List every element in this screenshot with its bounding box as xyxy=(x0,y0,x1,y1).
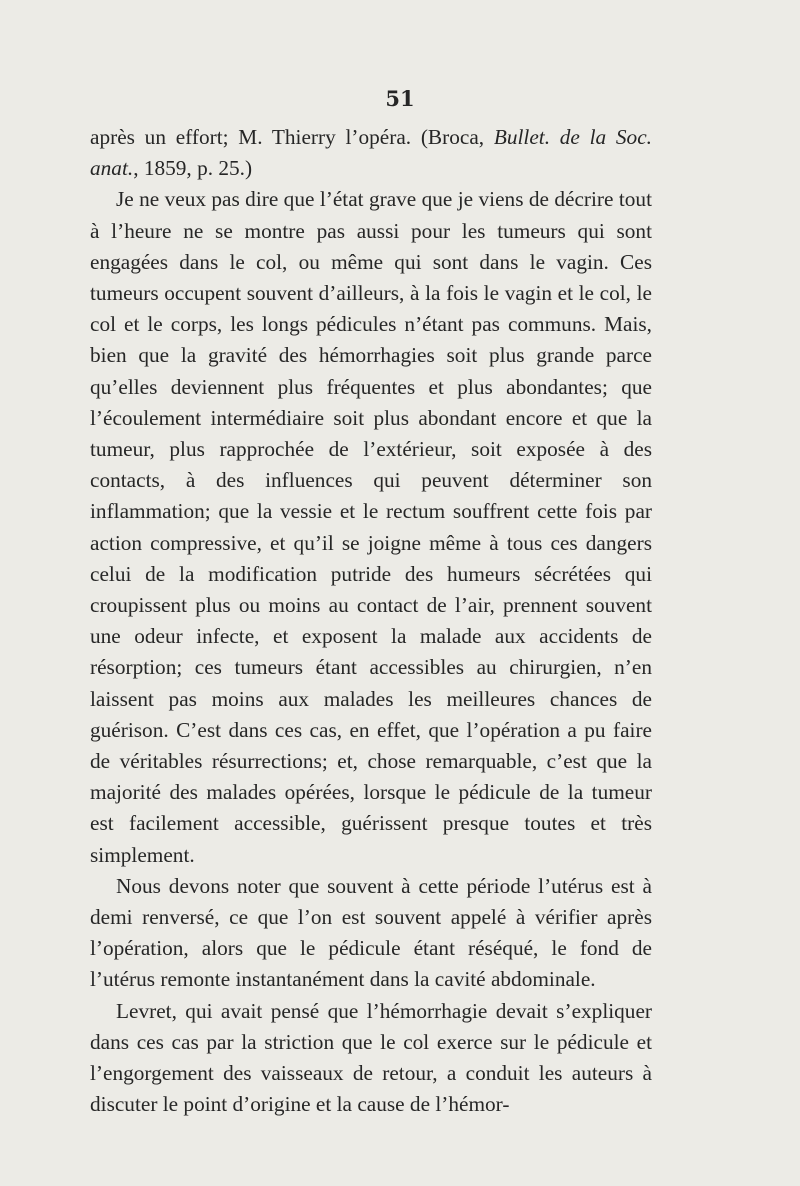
text-run: après un effort; M. Thierry l’opéra. (Broca, xyxy=(90,125,494,149)
paragraph-3 xyxy=(90,871,652,996)
body-text xyxy=(90,122,652,1121)
paragraph-2 xyxy=(90,184,652,870)
page-number: 51 xyxy=(385,86,415,111)
text-run: , 1859, p. 25.) xyxy=(133,156,253,181)
italic-citation: Bullet. de la Soc. anat. xyxy=(90,125,652,181)
text-run: Levret, qui avait pensé que l’hémorrhagie devait s’expliquer dans ces cas par la striction que le col exerce sur le pédicule et l’engorgement des vaisseaux de retour, a conduit les auteurs à discuter le point d’origine et la cause de l’hémor- xyxy=(90,998,652,1117)
text-run: Nous devons noter que souvent à cette période l’utérus est à demi renversé, ce que l’on est souvent appelé à vérifier après l’opération, alors que le pédicule étant réséqué, le fond de l’utérus remonte instantanément dans la cavité abdominale. xyxy=(90,873,652,992)
paragraph-4 xyxy=(90,996,652,1121)
text-run: Je ne veux pas dire que l’état grave que je viens de décrire tout à l’heure ne se montre pas aussi pour les tumeurs qui sont engagées dans le col, ou même qui sont dans le vagin. Ces tumeurs occupent souvent d’ailleurs, à la fois le vagin et le col, le col et le corps, les longs pédicules n’étant pas communs. Mais, bien que la gravité des hémorrhagies soit plus grande parce qu’elles deviennent plus fréquentes et plus abondantes; que l’écoulement intermédiaire soit plus abondant encore et que la tumeur, plus rapprochée de l’extérieur, soit exposée à des contacts, à des influences qui peuvent déterminer son inflammation; que la vessie et le rectum souffrent cette fois par action compressive, et qu’il se joigne même à tous ces dangers celui de la modification putride des humeurs sécrétées qui croupissent plus ou moins au contact de l’air, prennent souvent une odeur infecte, et exposent la malade aux accidents de résorption; ces tumeurs étant accessibles au chirurgien, n’en laissent pas moins aux malades les meilleures chances de guérison. C’est dans ces cas, en effet, que l’opération a pu faire de véritables résurrections; et, chose remarquable, c’est que la majorité des malades opérées, lorsque le pédicule de la tumeur est facilement accessible, guérissent presque toutes et très simplement. xyxy=(90,187,652,867)
paragraph-1 xyxy=(90,122,652,184)
